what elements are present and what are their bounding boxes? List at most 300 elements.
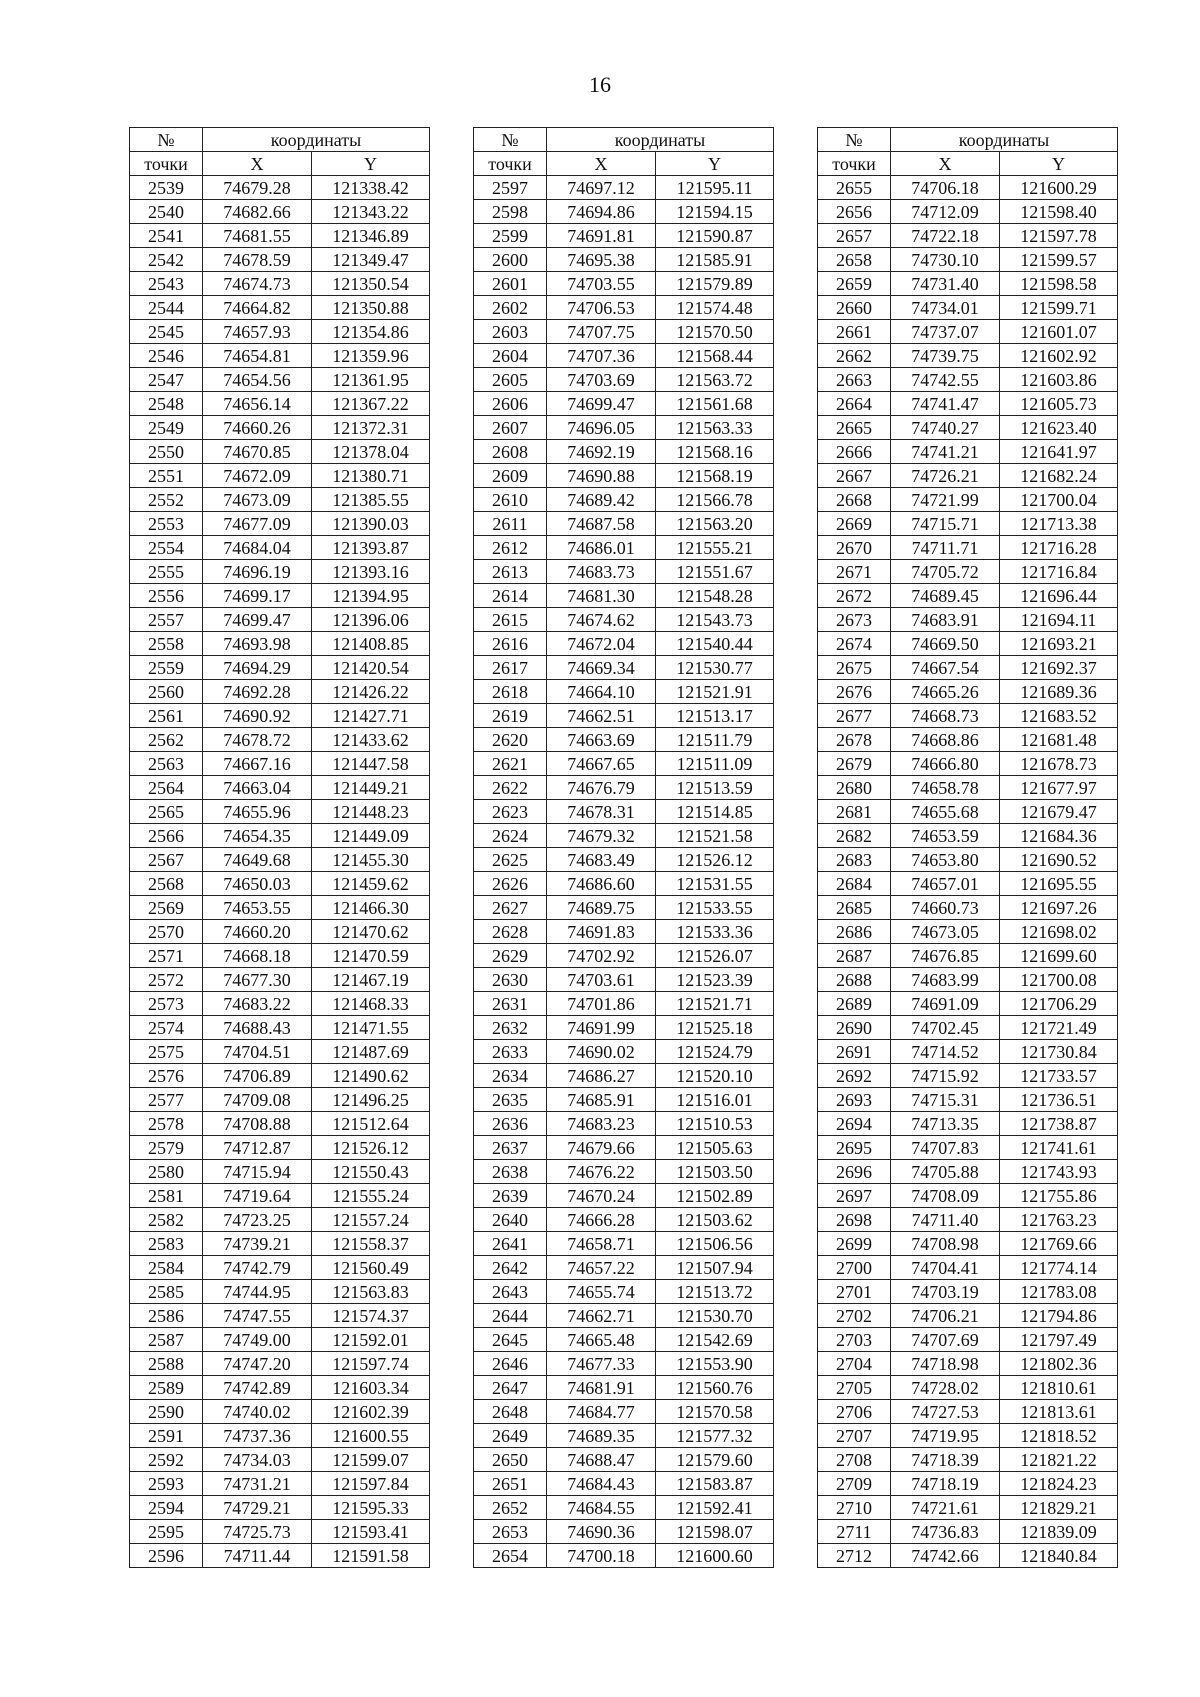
point-number-cell: 2703 [818,1328,891,1352]
point-number-cell: 2563 [130,752,203,776]
point-number-cell: 2650 [474,1448,547,1472]
point-number-cell: 2572 [130,968,203,992]
point-number-cell: 2700 [818,1256,891,1280]
point-number-cell: 2601 [474,272,547,296]
x-coordinate-cell: 74704.41 [891,1256,1000,1280]
point-number-cell: 2661 [818,320,891,344]
table-row [818,368,1118,392]
y-coordinate-cell: 121794.86 [1000,1304,1118,1328]
point-number-cell: 2605 [474,368,547,392]
x-coordinate-cell: 74725.73 [203,1520,312,1544]
point-number-cell: 2539 [130,176,203,200]
point-number-cell: 2614 [474,584,547,608]
point-number-cell: 2585 [130,1280,203,1304]
y-coordinate-cell: 121513.59 [656,776,774,800]
table-row [818,296,1118,320]
coordinates-header: координаты [203,128,430,152]
point-number-cell: 2567 [130,848,203,872]
y-header: Y [312,152,430,176]
table-row [130,1496,430,1520]
table-row [818,584,1118,608]
point-number-header: № [474,128,547,152]
x-coordinate-cell: 74718.98 [891,1352,1000,1376]
y-coordinate-cell: 121466.30 [312,896,430,920]
x-coordinate-cell: 74654.81 [203,344,312,368]
point-number-header: № [130,128,203,152]
x-coordinate-cell: 74730.10 [891,248,1000,272]
table-row [474,1520,774,1544]
y-coordinate-cell: 121470.59 [312,944,430,968]
point-number-cell: 2660 [818,296,891,320]
point-number-subheader: точки [130,152,203,176]
y-coordinate-cell: 121706.29 [1000,992,1118,1016]
table-row [818,1400,1118,1424]
point-number-cell: 2662 [818,344,891,368]
y-coordinate-cell: 121698.02 [1000,920,1118,944]
x-coordinate-cell: 74740.02 [203,1400,312,1424]
table-row [130,176,430,200]
y-coordinate-cell: 121603.86 [1000,368,1118,392]
table-row [474,1544,774,1568]
y-coordinate-cell: 121690.52 [1000,848,1118,872]
x-coordinate-cell: 74653.59 [891,824,1000,848]
table-row [130,1160,430,1184]
point-number-cell: 2577 [130,1088,203,1112]
table-row [818,248,1118,272]
y-coordinate-cell: 121741.61 [1000,1136,1118,1160]
table-row [474,1400,774,1424]
table-row [818,632,1118,656]
table-row [130,1544,430,1568]
table-row [474,704,774,728]
x-coordinate-cell: 74715.94 [203,1160,312,1184]
y-coordinate-cell: 121393.16 [312,560,430,584]
table-row [474,1208,774,1232]
y-coordinate-cell: 121467.19 [312,968,430,992]
y-coordinate-cell: 121361.95 [312,368,430,392]
x-coordinate-cell: 74718.39 [891,1448,1000,1472]
x-coordinate-cell: 74705.88 [891,1160,1000,1184]
x-coordinate-cell: 74723.25 [203,1208,312,1232]
table-row [474,848,774,872]
x-coordinate-cell: 74721.61 [891,1496,1000,1520]
y-coordinate-cell: 121354.86 [312,320,430,344]
x-coordinate-cell: 74715.92 [891,1064,1000,1088]
x-coordinate-cell: 74692.28 [203,680,312,704]
table-row [474,416,774,440]
y-coordinate-cell: 121526.07 [656,944,774,968]
table-row [474,944,774,968]
x-coordinate-cell: 74721.99 [891,488,1000,512]
point-number-cell: 2543 [130,272,203,296]
x-coordinate-cell: 74684.55 [547,1496,656,1520]
x-coordinate-cell: 74707.75 [547,320,656,344]
table-body [474,176,774,1568]
x-header: X [891,152,1000,176]
x-coordinate-cell: 74706.21 [891,1304,1000,1328]
y-coordinate-cell: 121420.54 [312,656,430,680]
point-number-cell: 2566 [130,824,203,848]
x-coordinate-cell: 74702.92 [547,944,656,968]
table-row [474,1304,774,1328]
point-number-cell: 2707 [818,1424,891,1448]
y-coordinate-cell: 121560.76 [656,1376,774,1400]
point-number-cell: 2667 [818,464,891,488]
table-row [130,920,430,944]
point-number-cell: 2673 [818,608,891,632]
point-number-cell: 2571 [130,944,203,968]
x-coordinate-cell: 74655.96 [203,800,312,824]
point-number-cell: 2643 [474,1280,547,1304]
x-coordinate-cell: 74654.56 [203,368,312,392]
point-number-cell: 2708 [818,1448,891,1472]
x-coordinate-cell: 74686.27 [547,1064,656,1088]
point-number-cell: 2701 [818,1280,891,1304]
point-number-cell: 2568 [130,872,203,896]
y-coordinate-cell: 121591.58 [312,1544,430,1568]
table-row [818,560,1118,584]
point-number-cell: 2712 [818,1544,891,1568]
y-coordinate-cell: 121595.11 [656,176,774,200]
point-number-cell: 2627 [474,896,547,920]
point-number-cell: 2663 [818,368,891,392]
x-coordinate-cell: 74726.21 [891,464,1000,488]
x-coordinate-cell: 74742.89 [203,1376,312,1400]
x-coordinate-cell: 74689.35 [547,1424,656,1448]
point-number-cell: 2710 [818,1496,891,1520]
point-number-cell: 2711 [818,1520,891,1544]
y-coordinate-cell: 121525.18 [656,1016,774,1040]
point-number-cell: 2608 [474,440,547,464]
table-row [474,920,774,944]
y-coordinate-cell: 121818.52 [1000,1424,1118,1448]
table-row [474,728,774,752]
x-coordinate-cell: 74697.12 [547,176,656,200]
y-coordinate-cell: 121736.51 [1000,1088,1118,1112]
y-coordinate-cell: 121597.74 [312,1352,430,1376]
point-number-cell: 2578 [130,1112,203,1136]
y-coordinate-cell: 121641.97 [1000,440,1118,464]
x-coordinate-cell: 74660.20 [203,920,312,944]
table-row [818,1208,1118,1232]
x-coordinate-cell: 74699.47 [203,608,312,632]
point-number-cell: 2692 [818,1064,891,1088]
point-number-cell: 2540 [130,200,203,224]
x-coordinate-cell: 74667.65 [547,752,656,776]
y-coordinate-cell: 121783.08 [1000,1280,1118,1304]
y-coordinate-cell: 121577.32 [656,1424,774,1448]
y-coordinate-cell: 121526.12 [656,848,774,872]
table-row [474,632,774,656]
table-row [474,1184,774,1208]
y-coordinate-cell: 121449.09 [312,824,430,848]
point-number-cell: 2617 [474,656,547,680]
y-coordinate-cell: 121605.73 [1000,392,1118,416]
point-number-cell: 2689 [818,992,891,1016]
x-coordinate-cell: 74673.05 [891,920,1000,944]
point-number-cell: 2645 [474,1328,547,1352]
y-coordinate-cell: 121730.84 [1000,1040,1118,1064]
point-number-cell: 2623 [474,800,547,824]
point-number-cell: 2625 [474,848,547,872]
table-row [474,224,774,248]
x-coordinate-cell: 74665.26 [891,680,1000,704]
y-header: Y [1000,152,1118,176]
table-row [130,992,430,1016]
table-row [474,200,774,224]
table-row [818,872,1118,896]
y-coordinate-cell: 121694.11 [1000,608,1118,632]
table-row [130,224,430,248]
x-coordinate-cell: 74707.69 [891,1328,1000,1352]
y-coordinate-cell: 121821.22 [1000,1448,1118,1472]
point-number-cell: 2655 [818,176,891,200]
x-coordinate-cell: 74742.55 [891,368,1000,392]
x-coordinate-cell: 74690.92 [203,704,312,728]
x-coordinate-cell: 74693.98 [203,632,312,656]
y-coordinate-cell: 121592.41 [656,1496,774,1520]
table-row [130,440,430,464]
point-number-cell: 2695 [818,1136,891,1160]
point-number-cell: 2704 [818,1352,891,1376]
y-coordinate-cell: 121579.60 [656,1448,774,1472]
y-coordinate-cell: 121350.54 [312,272,430,296]
table-row [818,1520,1118,1544]
table-row [474,344,774,368]
point-number-subheader: точки [474,152,547,176]
y-coordinate-cell: 121427.71 [312,704,430,728]
y-coordinate-cell: 121683.52 [1000,704,1118,728]
y-coordinate-cell: 121338.42 [312,176,430,200]
x-coordinate-cell: 74747.20 [203,1352,312,1376]
table-row [474,488,774,512]
table-row [130,680,430,704]
table-row [818,1016,1118,1040]
x-coordinate-cell: 74662.51 [547,704,656,728]
y-coordinate-cell: 121533.55 [656,896,774,920]
x-coordinate-cell: 74660.73 [891,896,1000,920]
x-coordinate-cell: 74707.36 [547,344,656,368]
table-row [130,872,430,896]
page-number: 16 [589,72,611,97]
x-coordinate-cell: 74686.01 [547,536,656,560]
y-coordinate-cell: 121510.53 [656,1112,774,1136]
y-coordinate-cell: 121840.84 [1000,1544,1118,1568]
point-number-cell: 2630 [474,968,547,992]
y-coordinate-cell: 121511.79 [656,728,774,752]
x-coordinate-cell: 74706.89 [203,1064,312,1088]
table-row [818,1112,1118,1136]
x-coordinate-cell: 74653.80 [891,848,1000,872]
table-row [474,608,774,632]
point-number-cell: 2591 [130,1424,203,1448]
table-row [130,416,430,440]
point-number-cell: 2584 [130,1256,203,1280]
x-coordinate-cell: 74657.22 [547,1256,656,1280]
table-row [130,1064,430,1088]
x-coordinate-cell: 74694.86 [547,200,656,224]
y-coordinate-cell: 121623.40 [1000,416,1118,440]
table-row [474,1064,774,1088]
point-number-cell: 2657 [818,224,891,248]
y-coordinate-cell: 121550.43 [312,1160,430,1184]
point-number-cell: 2592 [130,1448,203,1472]
table-row [818,1424,1118,1448]
x-coordinate-cell: 74742.66 [891,1544,1000,1568]
point-number-cell: 2596 [130,1544,203,1568]
point-number-cell: 2705 [818,1376,891,1400]
y-coordinate-cell: 121600.55 [312,1424,430,1448]
point-number-cell: 2580 [130,1160,203,1184]
x-coordinate-cell: 74741.47 [891,392,1000,416]
point-number-cell: 2634 [474,1064,547,1088]
table-row [474,248,774,272]
x-coordinate-cell: 74715.31 [891,1088,1000,1112]
x-coordinate-cell: 74731.21 [203,1472,312,1496]
point-number-cell: 2595 [130,1520,203,1544]
y-coordinate-cell: 121521.58 [656,824,774,848]
point-number-cell: 2554 [130,536,203,560]
point-number-cell: 2680 [818,776,891,800]
point-number-cell: 2629 [474,944,547,968]
table-row [818,1448,1118,1472]
point-number-cell: 2610 [474,488,547,512]
x-coordinate-cell: 74694.29 [203,656,312,680]
x-coordinate-cell: 74691.09 [891,992,1000,1016]
coordinates-table-2 [473,127,774,1568]
point-number-cell: 2664 [818,392,891,416]
table-row [474,1136,774,1160]
y-coordinate-cell: 121531.55 [656,872,774,896]
point-number-cell: 2570 [130,920,203,944]
table-row [818,968,1118,992]
y-coordinate-cell: 121372.31 [312,416,430,440]
table-row [130,1016,430,1040]
point-number-cell: 2699 [818,1232,891,1256]
table-body [130,176,430,1568]
table-row [474,1088,774,1112]
x-header: X [203,152,312,176]
point-number-cell: 2559 [130,656,203,680]
point-number-cell: 2696 [818,1160,891,1184]
point-number-cell: 2603 [474,320,547,344]
x-coordinate-cell: 74689.75 [547,896,656,920]
y-coordinate-cell: 121774.14 [1000,1256,1118,1280]
point-number-cell: 2651 [474,1472,547,1496]
y-coordinate-cell: 121540.44 [656,632,774,656]
table-row [474,272,774,296]
x-coordinate-cell: 74669.50 [891,632,1000,656]
table-row [818,896,1118,920]
y-coordinate-cell: 121594.15 [656,200,774,224]
y-coordinate-cell: 121595.33 [312,1496,430,1520]
y-coordinate-cell: 121599.07 [312,1448,430,1472]
y-coordinate-cell: 121583.87 [656,1472,774,1496]
y-coordinate-cell: 121755.86 [1000,1184,1118,1208]
point-number-cell: 2624 [474,824,547,848]
point-number-cell: 2550 [130,440,203,464]
x-coordinate-cell: 74705.72 [891,560,1000,584]
y-coordinate-cell: 121593.41 [312,1520,430,1544]
table-row [130,800,430,824]
point-number-cell: 2658 [818,248,891,272]
point-number-cell: 2641 [474,1232,547,1256]
table-row [818,608,1118,632]
point-number-cell: 2576 [130,1064,203,1088]
point-number-cell: 2583 [130,1232,203,1256]
x-coordinate-cell: 74650.03 [203,872,312,896]
point-number-cell: 2686 [818,920,891,944]
coordinates-header: координаты [891,128,1118,152]
x-coordinate-cell: 74691.83 [547,920,656,944]
table-row [130,1256,430,1280]
x-coordinate-cell: 74663.69 [547,728,656,752]
table-row [130,1112,430,1136]
point-number-cell: 2665 [818,416,891,440]
y-coordinate-cell: 121513.72 [656,1280,774,1304]
y-coordinate-cell: 121563.72 [656,368,774,392]
y-coordinate-cell: 121513.17 [656,704,774,728]
table-row [474,512,774,536]
y-coordinate-cell: 121503.62 [656,1208,774,1232]
table-row [474,536,774,560]
table-row [474,464,774,488]
y-coordinate-cell: 121390.03 [312,512,430,536]
point-number-cell: 2666 [818,440,891,464]
table-row [130,560,430,584]
table-row [130,512,430,536]
table-row [818,416,1118,440]
x-coordinate-cell: 74706.18 [891,176,1000,200]
point-number-cell: 2674 [818,632,891,656]
y-coordinate-cell: 121506.56 [656,1232,774,1256]
x-coordinate-cell: 74708.88 [203,1112,312,1136]
y-coordinate-cell: 121343.22 [312,200,430,224]
point-number-cell: 2688 [818,968,891,992]
point-number-cell: 2681 [818,800,891,824]
point-number-cell: 2683 [818,848,891,872]
y-coordinate-cell: 121566.78 [656,488,774,512]
point-number-cell: 2613 [474,560,547,584]
x-coordinate-cell: 74662.71 [547,1304,656,1328]
point-number-cell: 2637 [474,1136,547,1160]
point-number-cell: 2594 [130,1496,203,1520]
y-coordinate-cell: 121574.37 [312,1304,430,1328]
x-coordinate-cell: 74656.14 [203,392,312,416]
table-row [818,1064,1118,1088]
table-row [818,920,1118,944]
x-coordinate-cell: 74668.18 [203,944,312,968]
table-row [474,1472,774,1496]
table-row [818,1376,1118,1400]
table-row [130,1472,430,1496]
y-coordinate-cell: 121512.64 [312,1112,430,1136]
table-row [130,272,430,296]
table-row [474,656,774,680]
x-coordinate-cell: 74681.55 [203,224,312,248]
point-number-cell: 2611 [474,512,547,536]
y-coordinate-cell: 121470.62 [312,920,430,944]
x-coordinate-cell: 74727.53 [891,1400,1000,1424]
y-coordinate-cell: 121349.47 [312,248,430,272]
x-coordinate-cell: 74672.04 [547,632,656,656]
x-coordinate-cell: 74744.95 [203,1280,312,1304]
table-body [818,176,1118,1568]
x-coordinate-cell: 74678.59 [203,248,312,272]
x-coordinate-cell: 74722.18 [891,224,1000,248]
table-row [474,1376,774,1400]
y-coordinate-cell: 121459.62 [312,872,430,896]
